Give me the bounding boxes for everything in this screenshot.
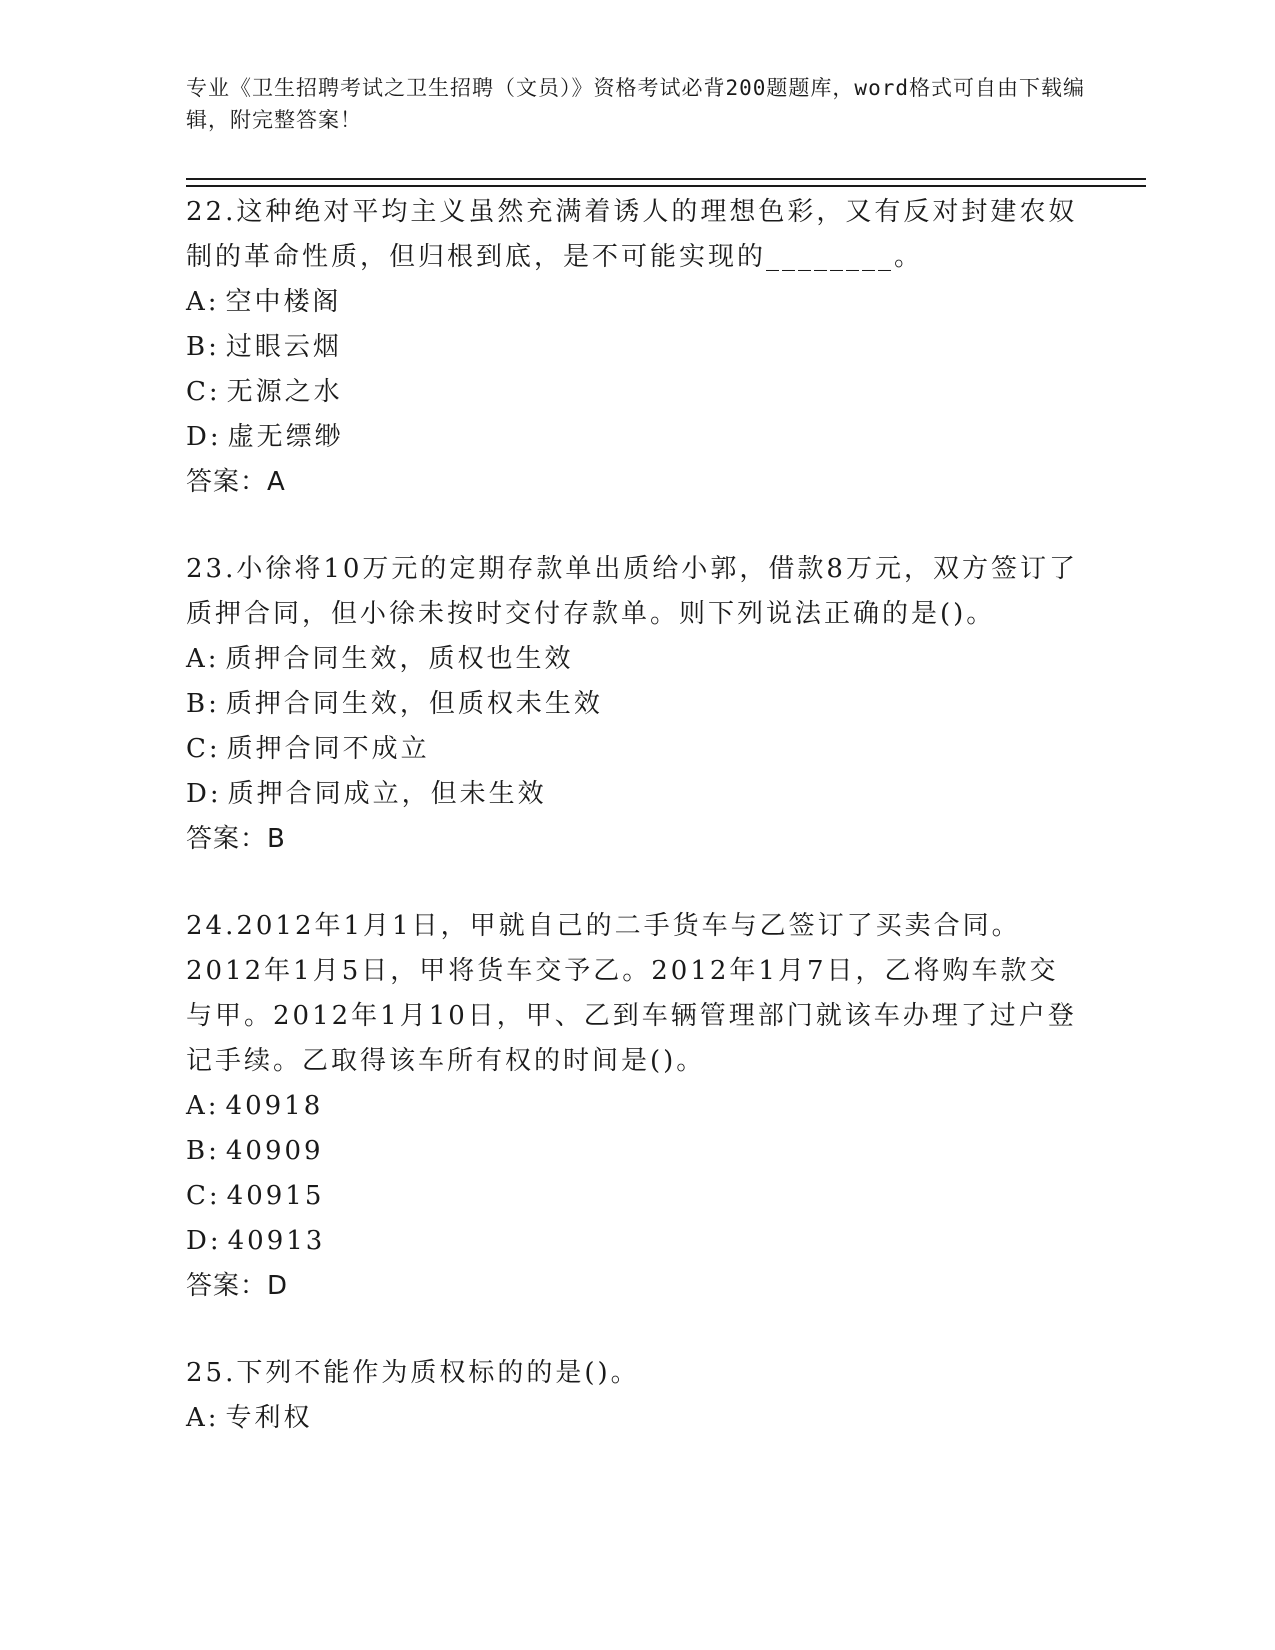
option-d [186,772,1086,817]
option-text: 无源之水 [226,377,343,407]
question-22 [186,190,1086,505]
option-key: D: [186,779,222,809]
header-divider-bottom [186,185,1146,187]
option-text: 空中楼阁 [225,287,342,317]
option-text: 专利权 [225,1403,313,1433]
option-key: B: [186,689,220,719]
option-c [186,1174,1086,1219]
option-key: A: [186,1091,220,1121]
question-stem: 24.2012年1月1日，甲就自己的二手货车与乙签订了买卖合同。2012年1月5日，甲将货车交予乙。2012年1月7日，乙将购车款交与甲。2012年1月10日，甲、乙到车辆管理部门就该车办理了过户登记手续。乙取得该车所有权的时间是()。 [186,911,1077,1076]
option-key: B: [186,332,220,362]
option-c [186,370,1086,415]
option-text: 质押合同生效，但质权未生效 [225,689,603,719]
option-a [186,637,1086,682]
question-24 [186,904,1086,1309]
option-key: A: [186,644,220,674]
question-list [186,190,1086,1483]
question-stem: 25.下列不能作为质权标的的是()。 [186,1358,640,1388]
question-25 [186,1351,1086,1441]
question-stem: 23.小徐将10万元的定期存款单出质给小郭，借款8万元，双方签订了质押合同，但小徐未按时交付存款单。则下列说法正确的是()。 [186,554,1078,629]
answer: 答案：D [186,1271,289,1301]
question-stem: 22.这种绝对平均主义虽然充满着诱人的理想色彩，又有反对封建农奴制的革命性质，但归根到底，是不可能实现的________。 [186,197,1078,272]
option-key: B: [186,1136,220,1166]
option-a [186,1084,1086,1129]
option-text: 40918 [225,1091,324,1121]
option-key: C: [186,734,221,764]
option-text: 虚无缥缈 [227,422,344,452]
option-b [186,325,1086,370]
option-text: 质押合同生效，质权也生效 [225,644,574,674]
option-text: 40913 [227,1226,326,1256]
option-text: 质押合同成立，但未生效 [227,779,547,809]
answer: 答案：A [186,467,286,497]
option-key: A: [186,287,220,317]
option-key: D: [186,1226,222,1256]
option-c [186,727,1086,772]
option-key: C: [186,1181,221,1211]
answer: 答案：B [186,824,286,854]
option-key: C: [186,377,221,407]
option-a [186,280,1086,325]
option-key: D: [186,422,222,452]
option-text: 过眼云烟 [225,332,342,362]
option-d [186,415,1086,460]
option-b [186,1129,1086,1174]
option-d [186,1219,1086,1264]
option-text: 40909 [225,1136,324,1166]
option-b [186,682,1086,727]
option-a [186,1396,1086,1441]
option-text: 质押合同不成立 [226,734,430,764]
option-key: A: [186,1403,220,1433]
question-23 [186,547,1086,862]
header-divider-top [186,178,1146,180]
document-header: 专业《卫生招聘考试之卫生招聘（文员）》资格考试必背200题题库，word格式可自由下载编辑，附完整答案！ [186,76,1085,132]
option-text: 40915 [226,1181,325,1211]
